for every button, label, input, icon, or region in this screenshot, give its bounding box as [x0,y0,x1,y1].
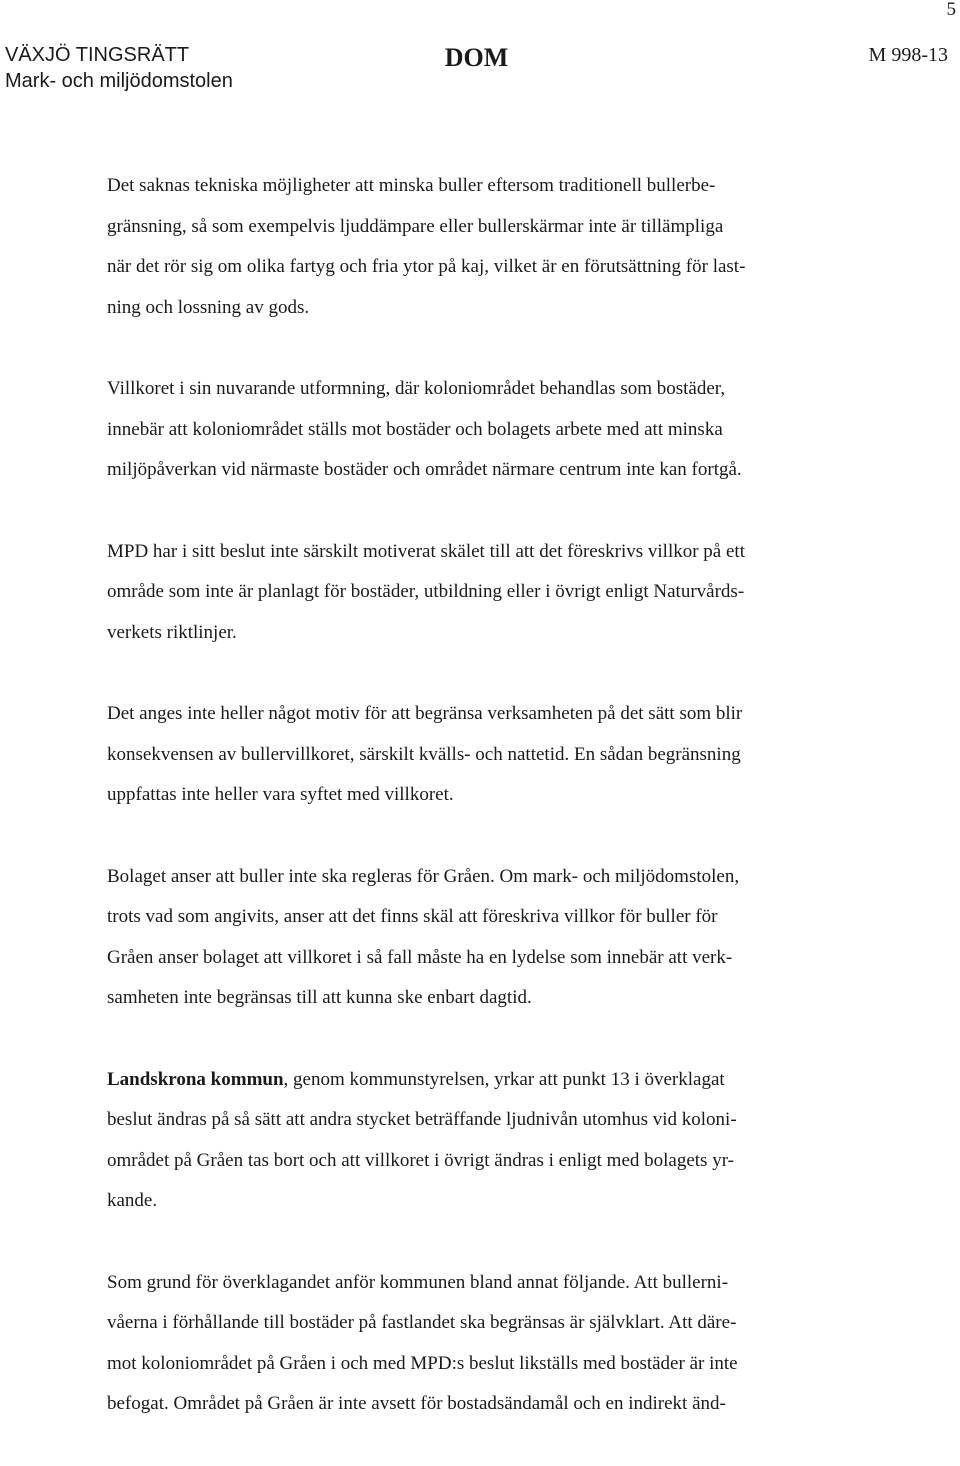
paragraph-7 [107,1263,897,1425]
text-line: MPD har i sitt beslut inte särskilt motiverat skälet till att det föreskrivs villkor på ett [107,540,745,562]
text-line: verkets riktlinjer. [107,621,237,643]
party-name: Landskrona kommun [107,1068,284,1090]
text-line: uppfattas inte heller vara syftet med villkoret. [107,784,454,805]
text-line: befogat. Området på Gråen är inte avsett för bostadsändamål och en indirekt änd- [107,1393,726,1414]
text-line: Gråen anser bolaget att villkoret i så fall måste ha en lydelse som innebär att verk- [107,946,733,968]
text-line: område som inte är planlagt för bostäder, utbildning eller i övrigt enligt Naturvårds- [107,581,745,602]
text-line: beslut ändras på så sätt att andra stycket beträffande ljudnivån utomhus vid koloni- [107,1109,737,1130]
paragraph-4 [107,694,897,816]
court-division: Mark- och miljödomstolen [5,70,233,92]
text-line: samheten inte begränsas till att kunna ske enbart dagtid. [107,987,532,1008]
text-line: Det saknas tekniska möjligheter att minska buller eftersom traditionell bullerbe- [107,175,716,196]
page-number: 5 [946,0,956,20]
text-line: Bolaget anser att buller inte ska regleras för Gråen. Om mark- och miljödomstolen, [107,865,740,887]
text-line: kande. [107,1190,158,1211]
text-line: miljöpåverkan vid närmaste bostäder och området närmare centrum inte kan fortgå. [107,459,742,480]
case-number: M 998-13 [868,44,948,66]
text-line: Som grund för överklagandet anför kommunen bland annat följande. Att bullerni- [107,1271,729,1293]
text-line: området på Gråen tas bort och att villkoret i övrigt ändras i enligt med bolagets yr- [107,1149,734,1171]
text-line: trots vad som angivits, anser att det finns skäl att föreskriva villkor för buller för [107,906,718,927]
document-body [107,166,897,1466]
document-header [5,42,948,98]
paragraph-5 [107,857,897,1019]
document-type: DOM [444,43,509,72]
text-line: gränsning, så som exempelvis ljuddämpare eller bullerskärmar inte är tillämpliga [107,215,724,237]
paragraph-1 [107,166,897,328]
text-line: Det anges inte heller något motiv för att begränsa verksamheten på det sätt som blir [107,703,743,724]
text-line: mot koloniområdet på Gråen i och med MPD:s beslut likställs med bostäder är inte [107,1352,738,1374]
text-line: när det rör sig om olika fartyg och fria ytor på kaj, vilket är en förutsättning för last- [107,256,746,277]
court-name: VÄXJÖ TINGSRÄTT [5,44,190,66]
text-line: innebär att koloniområdet ställs mot bostäder och bolagets arbete med att minska [107,418,723,440]
text-line: våerna i förhållande till bostäder på fastlandet ska begränsas är självklart. Att däre- [107,1312,737,1333]
text-line: konsekvensen av bullervillkoret, särskilt kvälls- och nattetid. En sådan begränsning [107,743,741,765]
text-line: Villkoret i sin nuvarande utformning, där koloniområdet behandlas som bostäder, [107,378,726,399]
text-line [107,1060,897,1101]
text-fragment: , genom kommunstyrelsen, yrkar att punkt 13 i överklagat [283,1068,725,1090]
text-line: ning och lossning av gods. [107,296,310,318]
paragraph-3 [107,532,897,654]
paragraph-2 [107,369,897,491]
paragraph-6 [107,1060,897,1222]
